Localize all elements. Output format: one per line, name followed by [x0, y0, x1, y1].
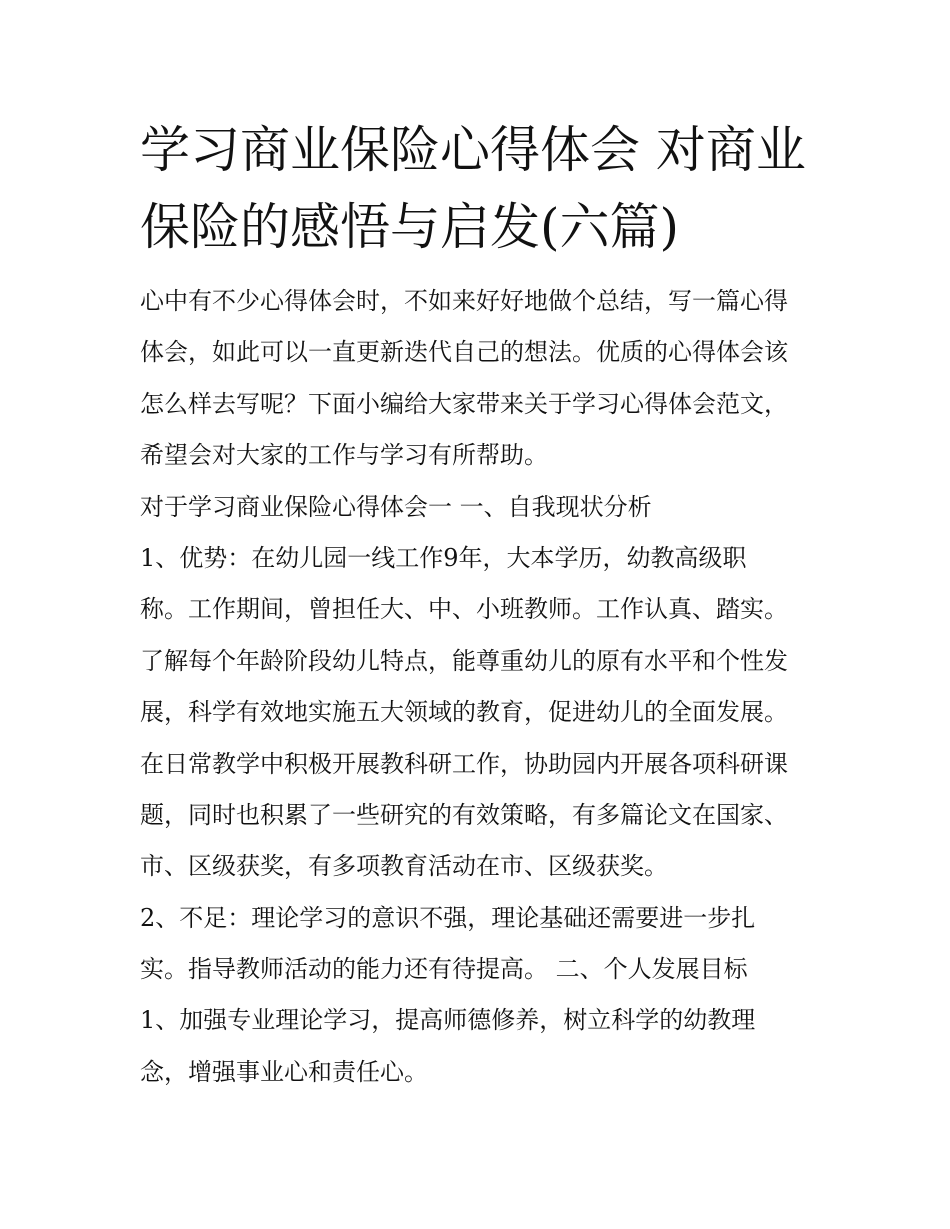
title-line: 保险的感悟与启发(六篇) [140, 198, 680, 256]
body-line: 怎么样去写呢？下面小编给大家带来关于学习心得体会范文， [140, 389, 788, 418]
body-line: 体会，如此可以一直更新迭代自己的想法。优质的心得体会该 [140, 338, 788, 367]
body-line: 1、加强专业理论学习，提高师德修养，树立科学的幼教理 [140, 1006, 756, 1035]
body-line: 2、不足：理论学习的意识不强，理论基础还需要进一步扎 [140, 903, 756, 932]
body-line: 希望会对大家的工作与学习有所帮助。 [140, 441, 548, 470]
body-line: 1、优势：在幼儿园一线工作9年，大本学历，幼教高级职 [140, 543, 747, 572]
body-line: 展，科学有效地实施五大领域的教育，促进幼儿的全面发展。 [140, 698, 788, 727]
title-line: 学习商业保险心得体会 对商业 [140, 121, 806, 179]
document-title [140, 112, 830, 266]
body-line: 在日常教学中积极开展教科研工作，协助园内开展各项科研课 [140, 749, 788, 778]
body-line: 实。指导教师活动的能力还有待提高。 二、个人发展目标 [140, 955, 748, 984]
body-line: 心中有不少心得体会时，不如来好好地做个总结，写一篇心得 [140, 287, 788, 315]
body-line: 称。工作期间，曾担任大、中、小班教师。工作认真、踏实。 [140, 595, 788, 624]
body-line: 了解每个年龄阶段幼儿特点，能尊重幼儿的原有水平和个性发 [140, 646, 788, 675]
body-line: 题，同时也积累了一些研究的有效策略，有多篇论文在国家、 [140, 800, 788, 829]
body-line: 念，增强事业心和责任心。 [140, 1057, 428, 1086]
body-line: 市、区级获奖，有多项教育活动在市、区级获奖。 [140, 852, 668, 881]
document-body [140, 276, 840, 1098]
section-heading-line: 对于学习商业保险心得体会一 一、自我现状分析 [140, 492, 652, 521]
